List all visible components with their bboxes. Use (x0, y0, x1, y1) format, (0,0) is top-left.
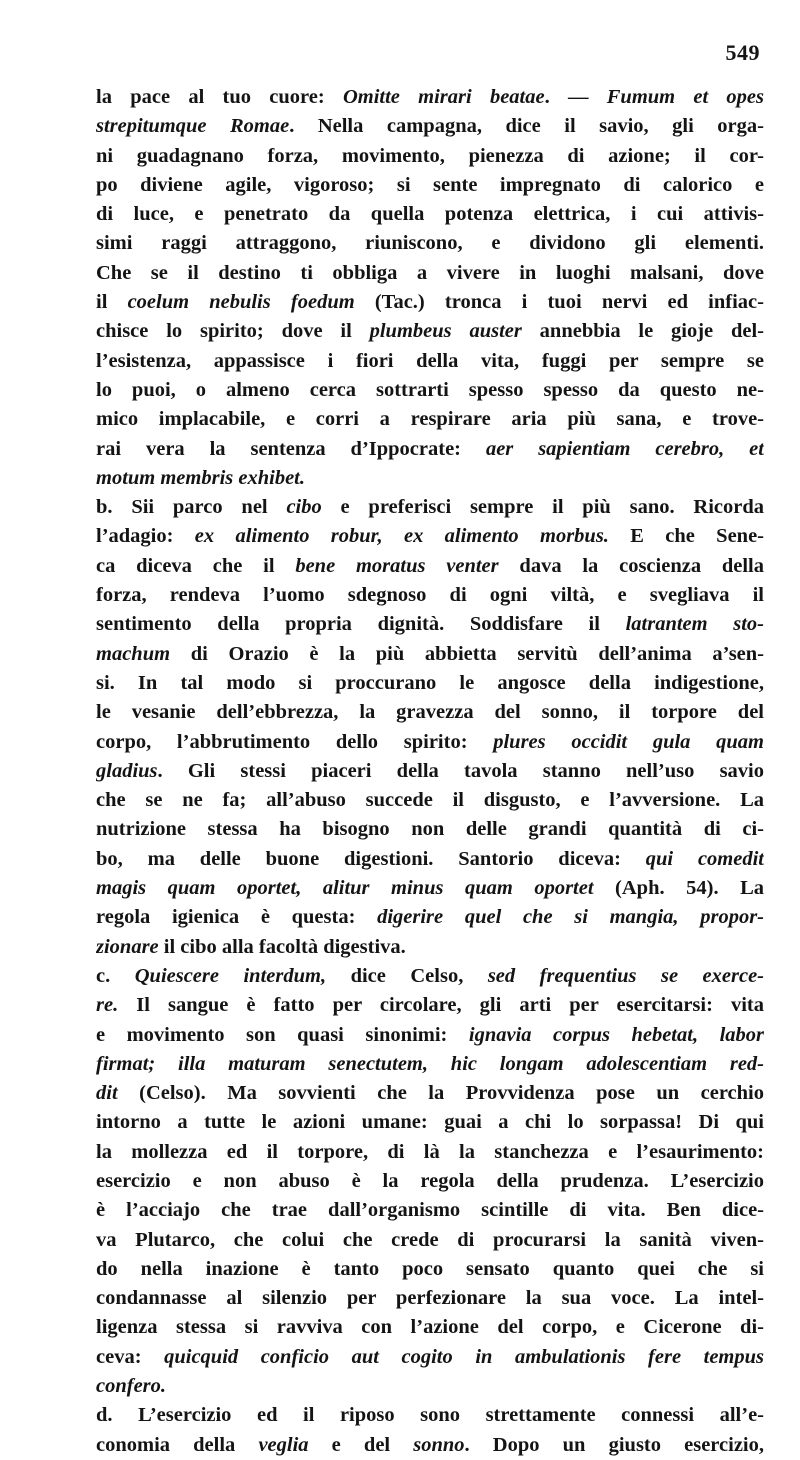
italic-text-segment: digerire quel che si mangia, propor- (377, 906, 764, 929)
italic-text-segment: plumbeus auster (369, 320, 522, 343)
italic-text-segment: veglia (258, 1433, 309, 1456)
text-line (96, 435, 764, 464)
text-line (96, 1313, 764, 1342)
italic-text-segment: quicquid conficio aut cogito in ambulationis fere tempus (164, 1345, 764, 1368)
text-line (96, 903, 764, 932)
text-line (96, 1401, 764, 1430)
text-segment: lo puoi, o almeno cerca sottrarti spesso spesso da questo ne- (96, 378, 764, 401)
text-segment: (Celso). Ma sovvienti che la Provvidenza pose un cerchio (117, 1082, 764, 1105)
text-line (96, 991, 764, 1020)
text-line (96, 1372, 764, 1401)
text-line (96, 552, 764, 581)
italic-text-segment: Quiescere interdum, (134, 964, 327, 987)
text-line (96, 229, 764, 258)
text-segment: annebbia le gioje del- (521, 320, 764, 343)
text-segment: il cibo alla facoltà digestiva. (158, 935, 406, 958)
italic-text-segment: magis quam oportet, alitur minus quam oportet (96, 877, 594, 900)
text-line (96, 1226, 764, 1255)
body-text (96, 83, 764, 1460)
text-segment: si. In tal modo si proccurano le angosce della indigestione, (96, 671, 764, 694)
text-segment: ni guadagnano forza, movimento, pienezza di azione; il cor- (96, 144, 764, 167)
italic-text-segment: gladius (96, 759, 158, 782)
text-segment: l’esistenza, appassisce i fiori della vita, fuggi per sempre se (96, 349, 764, 372)
text-line (96, 1108, 764, 1137)
page-number: 549 (725, 40, 760, 65)
text-line (96, 83, 764, 112)
text-segment: Il sangue è fatto per circolare, gli arti per esercitarsi: vita (118, 994, 764, 1017)
text-line (96, 845, 764, 874)
text-line (96, 698, 764, 727)
text-segment: conomia della (96, 1433, 259, 1456)
text-segment: bo, ma delle buone digestioni. Santorio diceva: (96, 847, 646, 870)
text-line (96, 1167, 764, 1196)
text-segment: l’adagio: (96, 525, 195, 548)
italic-text-segment: qui comedit (645, 847, 764, 870)
text-segment: forza, rendeva l’uomo sdegnoso di ogni viltà, e svegliava il (96, 584, 764, 607)
text-segment: sentimento della propria dignità. Soddisfare il (96, 613, 626, 636)
text-segment: di luce, e penetrato da quella potenza elettrica, i cui attivis- (96, 203, 764, 226)
text-line (96, 347, 764, 376)
italic-text-segment: sonno (413, 1433, 465, 1456)
text-segment: condannasse al silenzio per perfezionare la sua voce. La intel- (96, 1287, 764, 1310)
text-line (96, 376, 764, 405)
text-line (96, 493, 764, 522)
text-line (96, 962, 764, 991)
italic-text-segment: zionare (96, 935, 159, 958)
italic-text-segment: latrantem sto- (625, 613, 764, 636)
text-line (96, 669, 764, 698)
text-segment: . Gli stessi piaceri della tavola stanno nell’uso savio (157, 759, 764, 782)
text-line (96, 1021, 764, 1050)
text-segment: regola igienica è questa: (96, 906, 378, 929)
text-segment: il (96, 291, 128, 314)
italic-text-segment: sed frequentius se exerce- (487, 964, 764, 987)
text-line (96, 1138, 764, 1167)
text-line (96, 1196, 764, 1225)
text-segment: do nella inazione è tanto poco sensato quanto quei che si (96, 1257, 764, 1280)
text-line (96, 1284, 764, 1313)
text-segment: mico implacabile, e corri a respirare aria più sana, e trove- (96, 408, 764, 431)
text-segment: . Nella campagna, dice il savio, gli orga- (289, 115, 764, 138)
text-line (96, 317, 764, 346)
text-line (96, 464, 764, 493)
text-segment: chisce lo spirito; dove il (96, 320, 370, 343)
text-segment: E che Sene- (608, 525, 764, 548)
text-line (96, 522, 764, 551)
text-line (96, 142, 764, 171)
text-segment: ceva: (96, 1345, 165, 1368)
italic-text-segment: re. (96, 994, 119, 1017)
text-segment: va Plutarco, che colui che crede di procurarsi la sanità viven- (96, 1228, 764, 1251)
text-line (96, 728, 764, 757)
text-line (96, 757, 764, 786)
italic-text-segment: plures occidit gula quam (493, 730, 764, 753)
text-line (96, 640, 764, 669)
text-segment: la mollezza ed il torpore, di là la stanchezza e l’esaurimento: (96, 1140, 764, 1163)
text-segment: d. L’esercizio ed il riposo sono strettamente connessi all’e- (96, 1404, 764, 1427)
text-segment: di Orazio è la più abbietta servitù dell’anima a’sen- (170, 642, 764, 665)
italic-text-segment: aer sapientiam cerebro, et (485, 437, 764, 460)
italic-text-segment: Fumum et opes (606, 86, 764, 108)
text-segment: intorno a tutte le azioni umane: guai a chi lo sorpassa! Di qui (96, 1111, 764, 1134)
text-line (96, 200, 764, 229)
text-segment: la pace al tuo cuore: (96, 86, 343, 108)
text-line (96, 1050, 764, 1079)
italic-text-segment: dit (96, 1082, 118, 1105)
text-segment: . Dopo un giusto esercizio, (464, 1433, 764, 1456)
text-segment: ca diceva che il (96, 554, 296, 577)
italic-text-segment: Omitte mirari beatae (342, 86, 545, 108)
text-line (96, 1431, 764, 1460)
text-segment: simi raggi attraggono, riuniscono, e dividono gli elementi. (96, 232, 764, 255)
text-line (96, 815, 764, 844)
italic-text-segment: ex alimento robur, ex alimento morbus. (194, 525, 609, 548)
text-segment: (Tac.) tronca i tuoi nervi ed infiac- (354, 291, 764, 314)
italic-text-segment: motum membris exhibet. (96, 466, 305, 489)
text-segment: po diviene agile, vigoroso; si sente impregnato di calorico e (96, 173, 764, 196)
text-segment: che se ne fa; all’abuso succede il disgusto, e l’avversione. La (96, 789, 764, 812)
text-line (96, 610, 764, 639)
text-segment: . — (544, 86, 607, 108)
text-segment: dice Celso, (326, 964, 488, 987)
italic-text-segment: strepitumque Romae (96, 115, 290, 138)
text-segment: rai vera la sentenza d’Ippocrate: (96, 437, 486, 460)
text-segment: e movimento son quasi sinonimi: (96, 1023, 469, 1046)
italic-text-segment: ignavia corpus hebetat, labor (468, 1023, 764, 1046)
text-line (96, 581, 764, 610)
text-segment: corpo, l’abbrutimento dello spirito: (96, 730, 494, 753)
text-line (96, 1079, 764, 1108)
italic-text-segment: machum (96, 642, 171, 665)
italic-text-segment: coelum nebulis foedum (127, 291, 355, 314)
italic-text-segment: confero. (96, 1375, 167, 1398)
text-line (96, 259, 764, 288)
text-line (96, 933, 764, 962)
text-segment: ligenza stessa si ravviva con l’azione del corpo, e Cicerone di- (96, 1316, 764, 1339)
italic-text-segment: firmat; illa maturam senectutem, hic longam adolescentiam red- (96, 1052, 764, 1075)
text-line (96, 874, 764, 903)
text-segment: dava la coscienza della (498, 554, 764, 577)
text-segment: b. Sii parco nel (96, 496, 287, 519)
text-segment: esercizio e non abuso è la regola della prudenza. L’esercizio (96, 1169, 764, 1192)
text-segment: le vesanie dell’ebbrezza, la gravezza del sonno, il torpore del (96, 701, 764, 724)
text-segment: nutrizione stessa ha bisogno non delle grandi quantità di ci- (96, 818, 764, 841)
text-segment: e preferisci sempre il più sano. Ricorda (321, 496, 764, 519)
text-line (96, 786, 764, 815)
text-line (96, 1255, 764, 1284)
text-line (96, 288, 764, 317)
italic-text-segment: cibo (286, 496, 322, 519)
text-line (96, 1343, 764, 1372)
text-segment: (Aph. 54). La (593, 877, 764, 900)
text-segment: è l’acciajo che trae dall’organismo scintille di vita. Ben dice- (96, 1199, 764, 1222)
text-segment: e del (308, 1433, 414, 1456)
italic-text-segment: bene moratus venter (295, 554, 499, 577)
text-line (96, 112, 764, 141)
text-line (96, 405, 764, 434)
text-line (96, 171, 764, 200)
text-segment: c. (96, 964, 135, 987)
text-segment: Che se il destino ti obbliga a vivere in luoghi malsani, dove (96, 261, 764, 284)
